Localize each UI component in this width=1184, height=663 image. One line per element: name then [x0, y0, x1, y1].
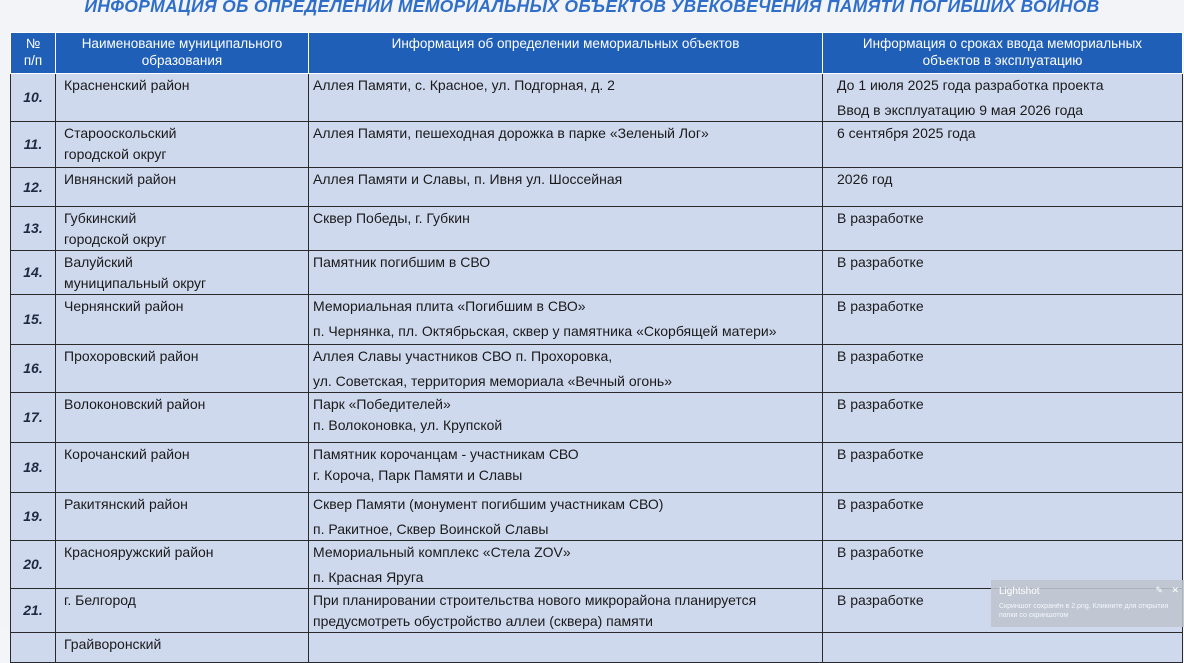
- page-title: ИНФОРМАЦИЯ ОБ ОПРЕДЕЛЕНИИ МЕМОРИАЛЬНЫХ ОБЪЕКТОВ УВЕКОВЕЧЕНИЯ ПАМЯТИ ПОГИБШИХ ВОИНОВ: [84, 0, 1100, 16]
- object-cell-line: Аллея Памяти, пешеходная дорожка в парке «Зеленый Лог»: [313, 125, 709, 141]
- object-cell: [309, 589, 823, 633]
- dates-cell-line: Ввод в эксплуатацию 9 мая 2026 года: [837, 102, 1084, 118]
- pencil-icon[interactable]: ✎: [1155, 585, 1163, 595]
- dates-cell-line: В разработке: [837, 496, 924, 512]
- table-row: [11, 168, 1183, 207]
- table-row: [11, 393, 1183, 443]
- municipality-cell-line: муниципальный округ: [64, 275, 207, 291]
- object-cell: [309, 168, 823, 207]
- municipality-cell: [56, 74, 309, 122]
- table-row: [11, 633, 1183, 663]
- dates-cell: [823, 633, 1183, 663]
- table-row: [11, 443, 1183, 493]
- object-cell-line: Сквер Памяти (монумент погибшим участникам СВО): [313, 496, 664, 512]
- object-cell-line: п. Чернянка, пл. Октябрьская, сквер у памятника «Скорбящей матери»: [313, 323, 777, 339]
- row-number: 15.: [11, 295, 56, 345]
- municipality-cell-line: Волоконовский район: [64, 396, 206, 412]
- municipality-cell: [56, 443, 309, 493]
- dates-cell-line: В разработке: [837, 298, 924, 314]
- municipality-cell: [56, 541, 309, 589]
- dates-cell: [823, 168, 1183, 207]
- object-cell-line: ул. Советская, территория мемориала «Вечный огонь»: [313, 373, 673, 389]
- header-dates: Информация о сроках ввода мемориальных объектов в эксплуатацию: [823, 33, 1183, 74]
- municipality-cell: [56, 393, 309, 443]
- notification-body: Скриншот сохранён в 2.png. Кликните для открытия папки со скриншотом: [999, 603, 1169, 619]
- row-number: 16.: [11, 345, 56, 393]
- dates-cell: [823, 345, 1183, 393]
- object-cell-line: Памятник погибшим в СВО: [313, 254, 491, 270]
- object-cell-line: г. Короча, Парк Памяти и Славы: [313, 467, 523, 483]
- table-row: [11, 295, 1183, 345]
- row-number: 18.: [11, 443, 56, 493]
- dates-cell: [823, 122, 1183, 168]
- lightshot-notification[interactable]: [991, 580, 1184, 627]
- header-municipality: Наименование муниципального образования: [56, 33, 309, 74]
- dates-cell-line: 2026 год: [837, 171, 893, 187]
- dates-cell: [823, 251, 1183, 295]
- object-cell: [309, 122, 823, 168]
- municipality-cell-line: г. Белгород: [64, 592, 136, 608]
- municipality-cell-line: городской округ: [64, 231, 167, 247]
- dates-cell-line: В разработке: [837, 348, 924, 364]
- dates-cell-line: В разработке: [837, 446, 924, 462]
- table-row: [11, 207, 1183, 251]
- municipality-cell-line: Красненский район: [64, 77, 190, 93]
- municipality-cell: [56, 207, 309, 251]
- object-cell-line: Мемориальный комплекс «Стела ZOV»: [313, 544, 571, 560]
- row-number: 11.: [11, 122, 56, 168]
- table-row: [11, 345, 1183, 393]
- dates-cell-line: В разработке: [837, 254, 924, 270]
- row-number: 19.: [11, 493, 56, 541]
- row-number: 20.: [11, 541, 56, 589]
- municipality-cell: [56, 493, 309, 541]
- object-cell-line: Парк «Победителей»: [313, 396, 451, 412]
- close-icon[interactable]: ✕: [1171, 585, 1179, 595]
- object-cell: [309, 207, 823, 251]
- header-num: № п/п: [11, 33, 56, 74]
- row-number: 14.: [11, 251, 56, 295]
- row-number: 10.: [11, 74, 56, 122]
- object-cell-line: При планировании строительства нового микрорайона планируется: [313, 592, 757, 608]
- municipality-cell-line: Ракитянский район: [64, 496, 188, 512]
- municipality-cell-line: Краснояружский район: [64, 544, 214, 560]
- header-object: Информация об определении мемориальных объектов: [309, 33, 823, 74]
- object-cell-line: п. Волоконовка, ул. Крупской: [313, 417, 503, 433]
- object-cell-line: предусмотреть обустройство аллеи (сквера) памяти: [313, 613, 653, 629]
- object-cell-line: Сквер Победы, г. Губкин: [313, 210, 470, 226]
- object-cell: [309, 295, 823, 345]
- object-cell-line: Аллея Славы участников СВО п. Прохоровка,: [313, 348, 613, 364]
- object-cell-line: п. Ракитное, Сквер Воинской Славы: [313, 521, 549, 537]
- municipality-cell: [56, 633, 309, 663]
- object-cell: [309, 251, 823, 295]
- municipality-cell-line: Прохоровский район: [64, 348, 199, 364]
- municipality-cell-line: Валуйский: [64, 254, 133, 270]
- row-number: [11, 633, 56, 663]
- row-number: 12.: [11, 168, 56, 207]
- municipality-cell: [56, 295, 309, 345]
- object-cell: [309, 74, 823, 122]
- dates-cell-line: 6 сентября 2025 года: [837, 125, 976, 141]
- dates-cell: [823, 207, 1183, 251]
- notification-controls: [1149, 585, 1179, 596]
- dates-cell-line: До 1 июля 2025 года разработка проекта: [837, 77, 1104, 93]
- municipality-cell-line: Корочанский район: [64, 446, 190, 462]
- municipality-cell-line: Ивнянский район: [64, 171, 177, 187]
- table-row: [11, 74, 1183, 122]
- dates-cell: [823, 74, 1183, 122]
- dates-cell: [823, 493, 1183, 541]
- object-cell: [309, 345, 823, 393]
- object-cell-line: Аллея Памяти и Славы, п. Ивня ул. Шоссейная: [313, 171, 623, 187]
- dates-cell-line: В разработке: [837, 544, 924, 560]
- table-row: [11, 493, 1183, 541]
- municipality-cell: [56, 122, 309, 168]
- row-number: 21.: [11, 589, 56, 633]
- dates-cell: [823, 443, 1183, 493]
- municipality-cell: [56, 589, 309, 633]
- municipality-cell-line: городской округ: [64, 146, 167, 162]
- object-cell: [309, 443, 823, 493]
- dates-cell-line: В разработке: [837, 396, 924, 412]
- municipality-cell-line: Губкинский: [64, 210, 137, 226]
- object-cell: [309, 393, 823, 443]
- municipality-cell: [56, 345, 309, 393]
- notification-title: Lightshot: [999, 586, 1040, 597]
- row-number: 13.: [11, 207, 56, 251]
- dates-cell: [823, 393, 1183, 443]
- row-number: 17.: [11, 393, 56, 443]
- memorial-table: [10, 32, 1183, 663]
- table-row: [11, 122, 1183, 168]
- dates-cell: [823, 295, 1183, 345]
- object-cell-line: п. Красная Яруга: [313, 569, 424, 585]
- municipality-cell: [56, 251, 309, 295]
- municipality-cell: [56, 168, 309, 207]
- dates-cell-line: В разработке: [837, 592, 924, 608]
- municipality-cell-line: Грайворонский: [64, 636, 162, 652]
- object-cell-line: Памятник корочанцам - участникам СВО: [313, 446, 579, 462]
- object-cell-line: Аллея Памяти, с. Красное, ул. Подгорная, д. 2: [313, 77, 615, 93]
- dates-cell-line: В разработке: [837, 210, 924, 226]
- object-cell: [309, 633, 823, 663]
- object-cell: [309, 493, 823, 541]
- header-row: [11, 33, 1183, 74]
- object-cell: [309, 541, 823, 589]
- municipality-cell-line: Старооскольский: [64, 125, 177, 141]
- table-row: [11, 251, 1183, 295]
- municipality-cell-line: Чернянский район: [64, 298, 184, 314]
- object-cell-line: Мемориальная плита «Погибшим в СВО»: [313, 298, 586, 314]
- table-body: [11, 74, 1183, 663]
